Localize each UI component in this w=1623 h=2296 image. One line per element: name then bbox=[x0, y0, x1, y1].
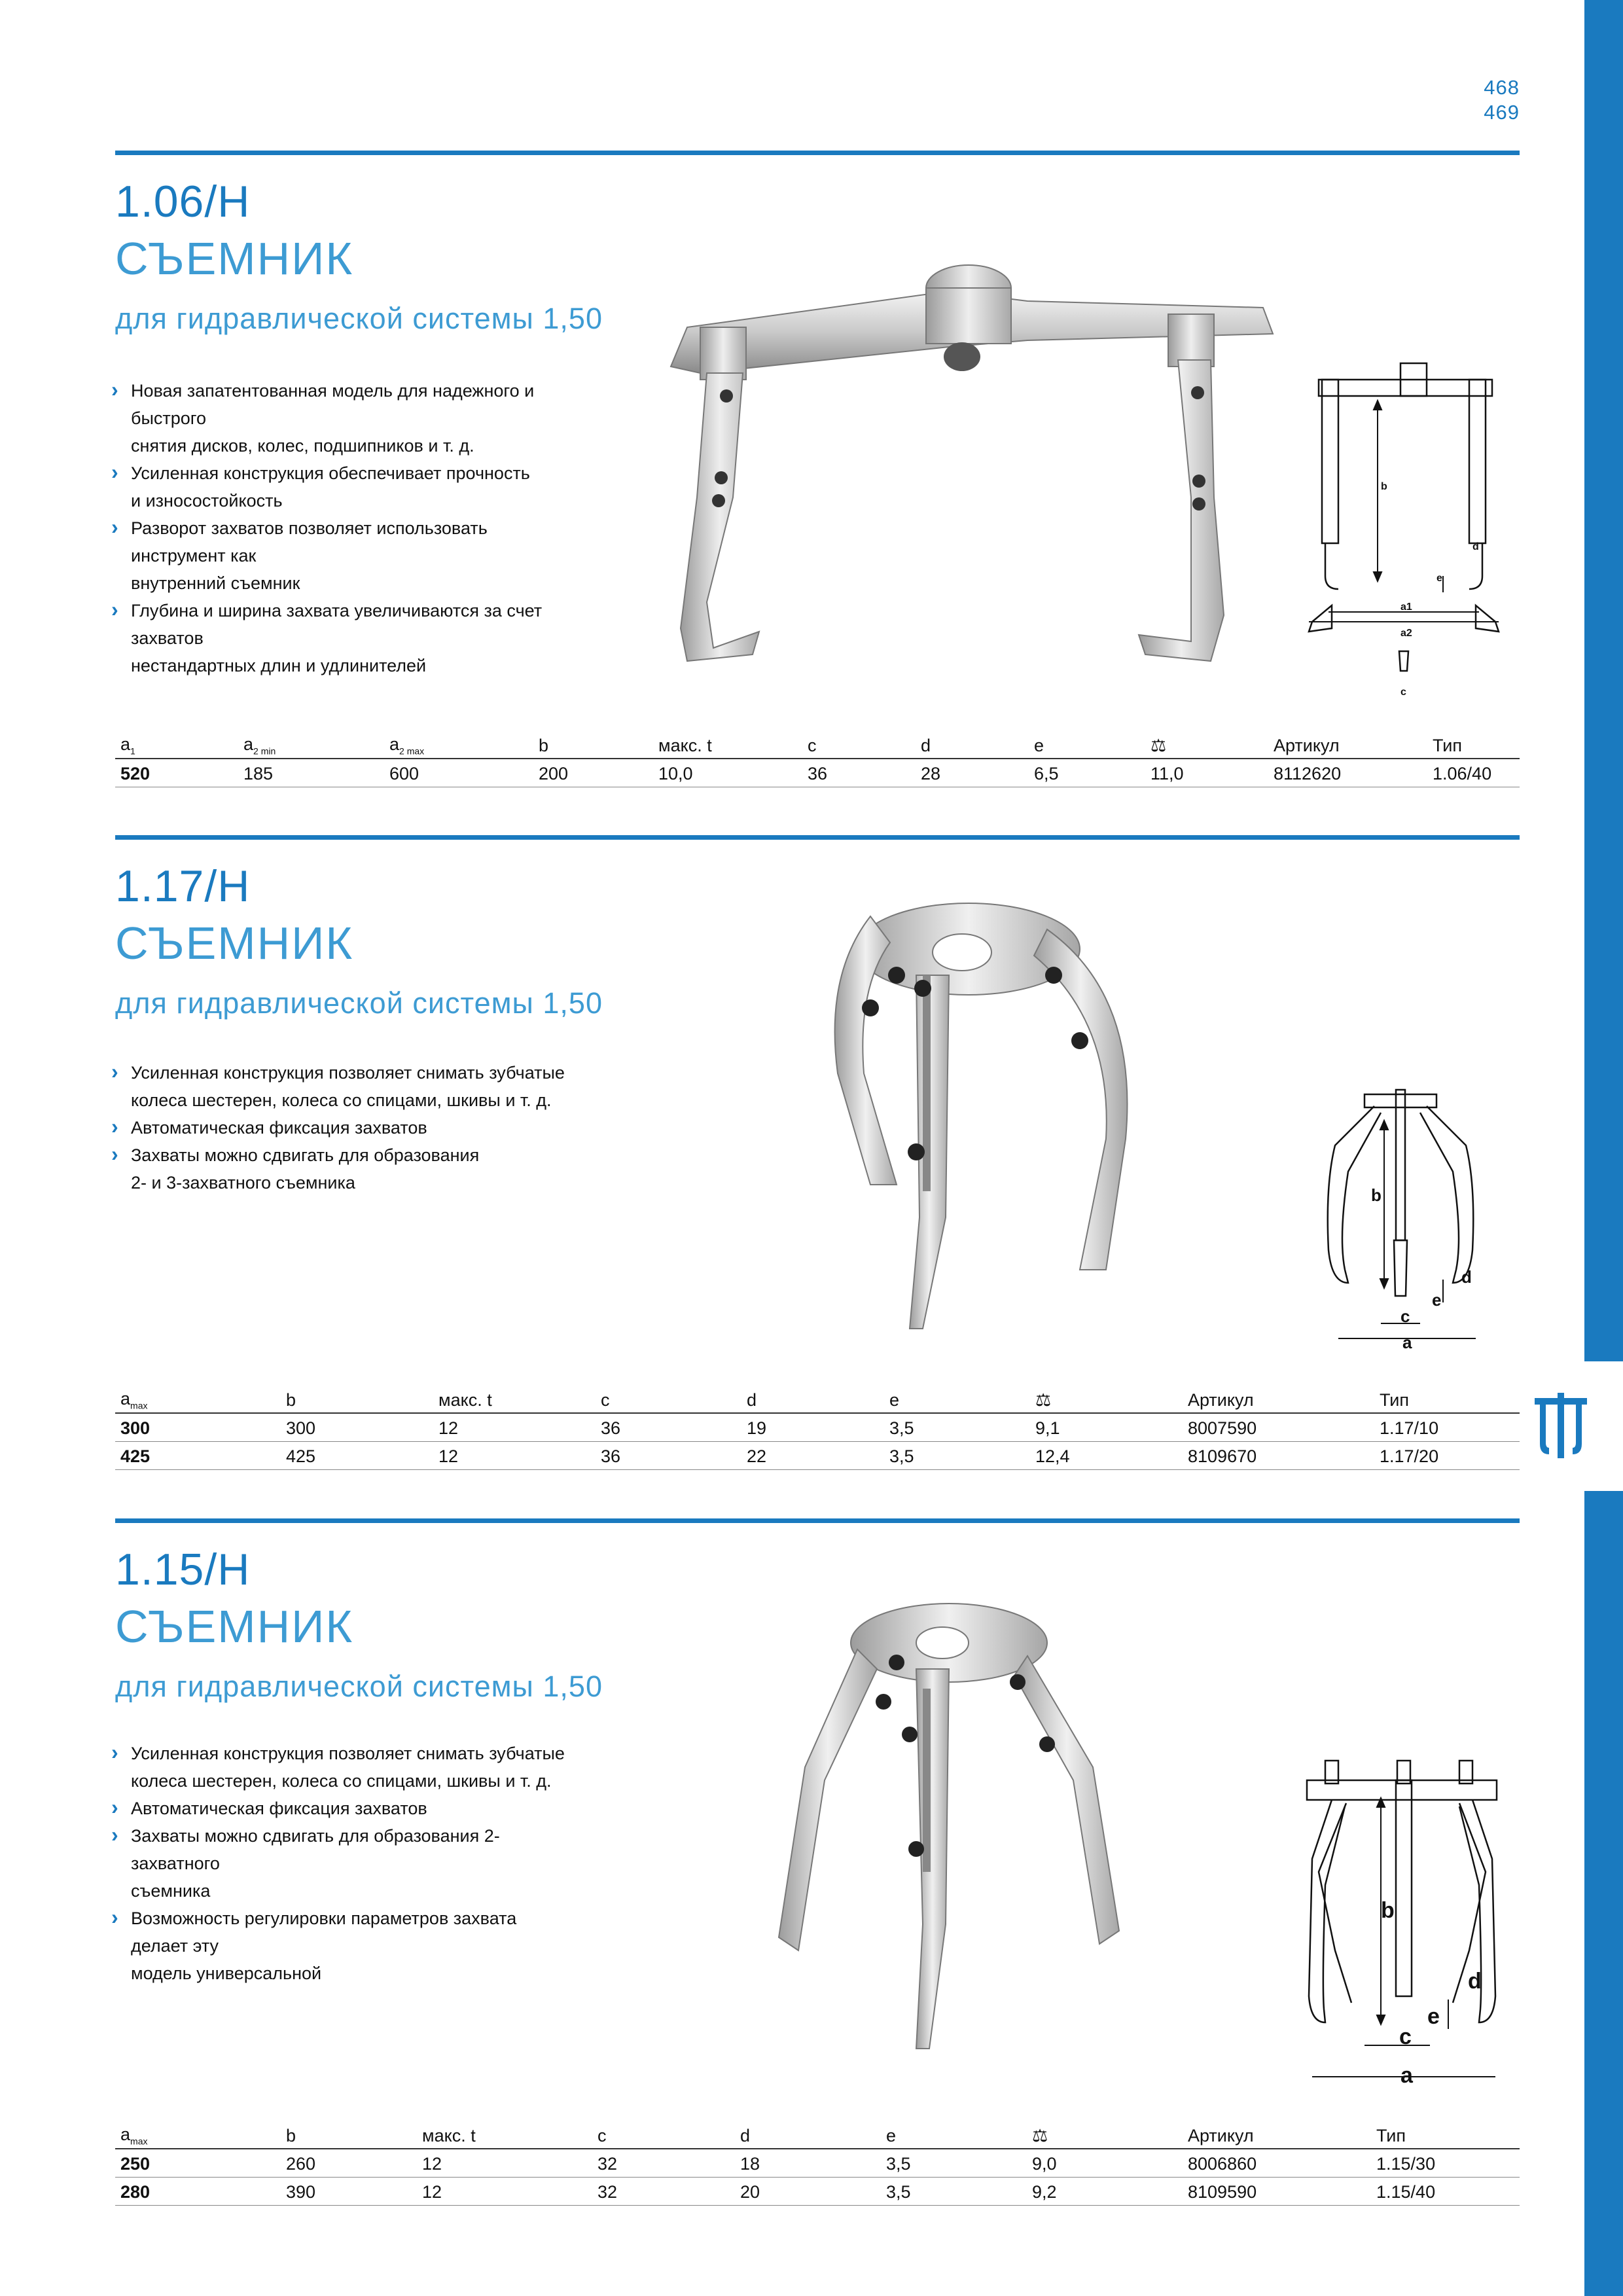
table-cell: 3,5 bbox=[884, 1413, 1030, 1442]
table-cell: 300 bbox=[115, 1413, 281, 1442]
feature-item-cont: модель универсальной bbox=[131, 1964, 322, 1983]
table-header-row bbox=[115, 2125, 1520, 2149]
col-header: Тип bbox=[1374, 1389, 1520, 1413]
puller-category-icon bbox=[1535, 1393, 1587, 1461]
product-code: 1.15/H bbox=[115, 1545, 251, 1594]
dimension-label-c: c bbox=[1400, 1306, 1410, 1326]
arrow-icon: › bbox=[111, 1823, 118, 1846]
dimension-label-e: e bbox=[1427, 2004, 1440, 2029]
col-header: d bbox=[735, 2125, 881, 2149]
feature-item-cont: и износостойкость bbox=[131, 491, 283, 511]
table-cell: 425 bbox=[115, 1442, 281, 1470]
col-header: e bbox=[1029, 734, 1145, 759]
feature-list bbox=[111, 1740, 569, 1987]
col-header: макс. t bbox=[653, 734, 802, 759]
table-cell: 1.06/40 bbox=[1427, 759, 1520, 787]
table-cell: 32 bbox=[592, 2178, 735, 2206]
table-cell: 280 bbox=[115, 2178, 281, 2206]
product-code: 1.06/H bbox=[115, 177, 251, 226]
feature-item: › Автоматическая фиксация захватов bbox=[111, 1114, 569, 1141]
feature-item: › Усиленная конструкция позволяет снимать зубчатые bbox=[111, 1740, 569, 1767]
table-cell: 36 bbox=[802, 759, 916, 787]
feature-item: › Глубина и ширина захвата увеличиваются за счет захватов bbox=[111, 597, 569, 652]
puller-photo bbox=[661, 262, 1283, 681]
arrow-icon: › bbox=[111, 460, 118, 484]
table-row bbox=[115, 1442, 1520, 1470]
dimension-label-a: a bbox=[1400, 2063, 1413, 2088]
table-cell: 32 bbox=[592, 2149, 735, 2178]
col-header: e bbox=[881, 2125, 1027, 2149]
col-header: $a_{max}$ bbox=[115, 1389, 281, 1413]
table-cell: 200 bbox=[533, 759, 653, 787]
arrow-icon: › bbox=[111, 1795, 118, 1819]
table-header-row bbox=[115, 734, 1520, 759]
puller-photo bbox=[798, 877, 1165, 1348]
table-cell: 8109670 bbox=[1183, 1442, 1374, 1470]
dimension-label-a: a bbox=[1402, 1333, 1412, 1352]
table-cell: 260 bbox=[281, 2149, 417, 2178]
table-cell: 36 bbox=[596, 1442, 741, 1470]
arrow-icon: › bbox=[111, 1115, 118, 1138]
table-cell: 12 bbox=[433, 1442, 596, 1470]
feature-item-cont: съемника bbox=[131, 1881, 211, 1901]
col-header: Тип bbox=[1371, 2125, 1520, 2149]
table-cell: 11,0 bbox=[1145, 759, 1268, 787]
table-header-row bbox=[115, 1389, 1520, 1413]
table-cell: 12,4 bbox=[1030, 1442, 1183, 1470]
table-cell: 1.15/30 bbox=[1371, 2149, 1520, 2178]
arrow-icon: › bbox=[111, 378, 118, 401]
feature-item: › Захваты можно сдвигать для образования 2-захватного bbox=[111, 1822, 569, 1877]
feature-item-cont: внутренний съемник bbox=[131, 573, 300, 593]
table-cell: 8112620 bbox=[1268, 759, 1427, 787]
feature-item: › Новая запатентованная модель для надежного и быстрого bbox=[111, 377, 569, 432]
feature-item: › Возможность регулировки параметров захвата делает эту bbox=[111, 1905, 569, 1960]
dimension-label-d: d bbox=[1461, 1267, 1472, 1287]
dimension-label-a2: a2 bbox=[1400, 628, 1412, 639]
table-cell: 1.17/10 bbox=[1374, 1413, 1520, 1442]
feature-item-cont: нестандартных длин и удлинителей bbox=[131, 656, 427, 675]
table-row bbox=[115, 2178, 1520, 2206]
dimension-label-b: b bbox=[1381, 1898, 1395, 1923]
page-number-left: 468 bbox=[1484, 76, 1520, 99]
table-row bbox=[115, 2149, 1520, 2178]
col-header: $a_{2 max}$ bbox=[384, 734, 533, 759]
feature-item: › Усиленная конструкция обеспечивает прочность bbox=[111, 459, 569, 487]
spec-table bbox=[115, 2125, 1520, 2206]
arrow-icon: › bbox=[111, 1060, 118, 1083]
product-subtitle: для гидравлической системы 1,50 bbox=[115, 302, 603, 335]
col-header: b bbox=[533, 734, 653, 759]
section-divider bbox=[115, 1518, 1520, 1523]
dimension-label-d: d bbox=[1468, 1969, 1482, 1994]
side-color-bar-top bbox=[1584, 0, 1623, 1361]
table-cell: 12 bbox=[433, 1413, 596, 1442]
feature-list bbox=[111, 377, 569, 679]
dimension-diagram bbox=[1309, 1086, 1505, 1355]
table-cell: 12 bbox=[417, 2149, 592, 2178]
table-row bbox=[115, 759, 1520, 787]
feature-list bbox=[111, 1059, 569, 1196]
table-cell: 1.17/20 bbox=[1374, 1442, 1520, 1470]
table-cell: 20 bbox=[735, 2178, 881, 2206]
table-cell: 22 bbox=[741, 1442, 884, 1470]
table-cell: 10,0 bbox=[653, 759, 802, 787]
table-cell: 12 bbox=[417, 2178, 592, 2206]
dimension-label-e: e bbox=[1432, 1290, 1442, 1310]
product-subtitle: для гидравлической системы 1,50 bbox=[115, 986, 603, 1020]
col-header: Тип bbox=[1427, 734, 1520, 759]
col-header: c bbox=[592, 2125, 735, 2149]
table-cell: 300 bbox=[281, 1413, 433, 1442]
table-cell: 36 bbox=[596, 1413, 741, 1442]
feature-item: › Захваты можно сдвигать для образования bbox=[111, 1141, 569, 1169]
section-divider bbox=[115, 151, 1520, 155]
product-name: СЪЕМНИК bbox=[115, 233, 354, 284]
dimension-label-c: c bbox=[1400, 687, 1406, 698]
product-name: СЪЕМНИК bbox=[115, 918, 354, 969]
product-code: 1.17/H bbox=[115, 861, 251, 911]
table-cell: 9,2 bbox=[1027, 2178, 1183, 2206]
section-divider bbox=[115, 835, 1520, 840]
arrow-icon: › bbox=[111, 1740, 118, 1764]
arrow-icon: › bbox=[111, 1142, 118, 1166]
feature-item-cont: 2- и 3-захватного съемника bbox=[131, 1173, 355, 1193]
product-name: СЪЕМНИК bbox=[115, 1601, 354, 1652]
page-number-right: 469 bbox=[1484, 101, 1520, 124]
col-header: Артикул bbox=[1183, 2125, 1371, 2149]
table-cell: 1.15/40 bbox=[1371, 2178, 1520, 2206]
spec-table bbox=[115, 1389, 1520, 1470]
col-header: $a_{2 min}$ bbox=[238, 734, 384, 759]
arrow-icon: › bbox=[111, 598, 118, 621]
dimension-diagram bbox=[1299, 1754, 1508, 2094]
table-cell: 425 bbox=[281, 1442, 433, 1470]
table-cell: 185 bbox=[238, 759, 384, 787]
arrow-icon: › bbox=[111, 515, 118, 539]
weight-icon: ⚖ bbox=[1027, 2125, 1183, 2149]
col-header: $a_1$ bbox=[115, 734, 238, 759]
col-header: e bbox=[884, 1389, 1030, 1413]
feature-item: › Разворот захватов позволяет использовать инструмент как bbox=[111, 514, 569, 569]
col-header: b bbox=[281, 1389, 433, 1413]
feature-item: › Автоматическая фиксация захватов bbox=[111, 1795, 569, 1822]
table-cell: 6,5 bbox=[1029, 759, 1145, 787]
col-header: $a_{max}$ bbox=[115, 2125, 281, 2149]
col-header: d bbox=[741, 1389, 884, 1413]
col-header: c bbox=[802, 734, 916, 759]
col-header: макс. t bbox=[417, 2125, 592, 2149]
table-cell: 18 bbox=[735, 2149, 881, 2178]
table-cell: 8007590 bbox=[1183, 1413, 1374, 1442]
side-color-bar-bottom bbox=[1584, 1491, 1623, 2296]
table-cell: 250 bbox=[115, 2149, 281, 2178]
arrow-icon: › bbox=[111, 1905, 118, 1929]
spec-table bbox=[115, 734, 1520, 787]
table-cell: 28 bbox=[916, 759, 1029, 787]
col-header: c bbox=[596, 1389, 741, 1413]
weight-icon: ⚖ bbox=[1145, 734, 1268, 759]
dimension-label-e: e bbox=[1436, 573, 1442, 584]
dimension-diagram bbox=[1302, 360, 1505, 700]
table-cell: 9,0 bbox=[1027, 2149, 1183, 2178]
puller-photo bbox=[766, 1597, 1132, 2068]
table-cell: 3,5 bbox=[881, 2149, 1027, 2178]
table-cell: 3,5 bbox=[881, 2178, 1027, 2206]
table-cell: 600 bbox=[384, 759, 533, 787]
feature-item: › Усиленная конструкция позволяет снимать зубчатые bbox=[111, 1059, 569, 1086]
dimension-label-c: c bbox=[1399, 2024, 1412, 2049]
dimension-label-b: b bbox=[1371, 1185, 1382, 1205]
table-cell: 9,1 bbox=[1030, 1413, 1183, 1442]
feature-item-cont: колеса шестерен, колеса со спицами, шкивы и т. д. bbox=[131, 1090, 552, 1110]
feature-item-cont: снятия дисков, колес, подшипников и т. д. bbox=[131, 436, 474, 456]
table-cell: 3,5 bbox=[884, 1442, 1030, 1470]
col-header: b bbox=[281, 2125, 417, 2149]
table-cell: 19 bbox=[741, 1413, 884, 1442]
product-subtitle: для гидравлической системы 1,50 bbox=[115, 1670, 603, 1703]
weight-icon: ⚖ bbox=[1030, 1389, 1183, 1413]
dimension-label-a1: a1 bbox=[1400, 601, 1412, 613]
table-cell: 390 bbox=[281, 2178, 417, 2206]
table-cell: 8109590 bbox=[1183, 2178, 1371, 2206]
dimension-label-b: b bbox=[1381, 481, 1387, 492]
col-header: Артикул bbox=[1268, 734, 1427, 759]
dimension-label-d: d bbox=[1472, 541, 1479, 552]
col-header: макс. t bbox=[433, 1389, 596, 1413]
feature-item-cont: колеса шестерен, колеса со спицами, шкивы и т. д. bbox=[131, 1771, 552, 1791]
col-header: d bbox=[916, 734, 1029, 759]
table-row bbox=[115, 1413, 1520, 1442]
col-header: Артикул bbox=[1183, 1389, 1374, 1413]
table-cell: 520 bbox=[115, 759, 238, 787]
table-cell: 8006860 bbox=[1183, 2149, 1371, 2178]
